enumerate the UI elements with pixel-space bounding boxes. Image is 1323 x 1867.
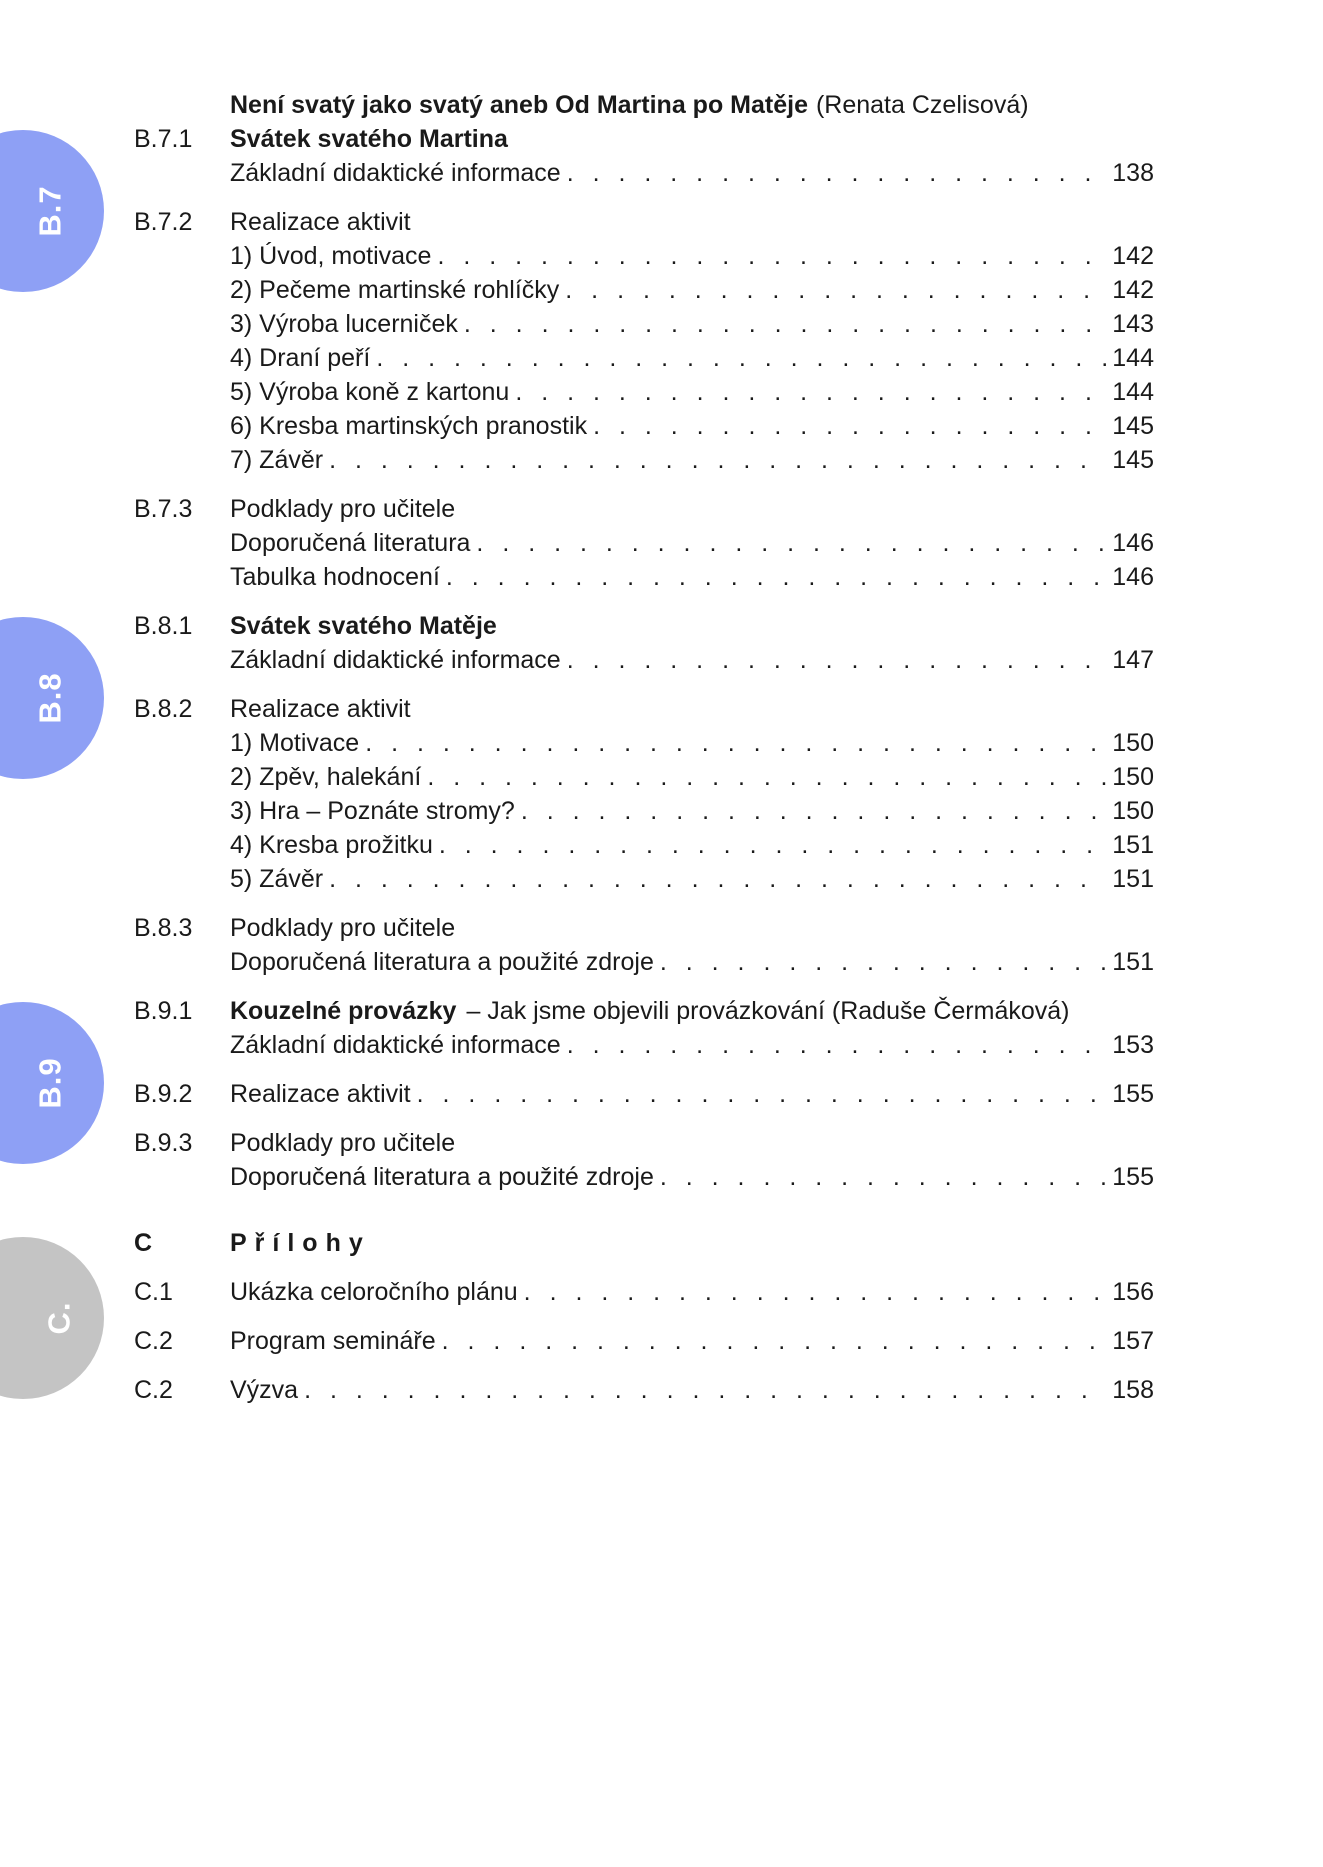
toc-entry[interactable] <box>134 156 1154 190</box>
toc-entry[interactable] <box>134 560 1154 594</box>
toc-entry-title: 3) Výroba lucerniček <box>230 310 458 338</box>
toc-entry[interactable] <box>134 1160 1154 1194</box>
toc-entry[interactable] <box>134 945 1154 979</box>
toc-entry-page: 145 <box>1112 446 1154 474</box>
section-subtitle: – Jak jsme objevili provázkování (Raduše Čermáková) <box>466 997 1070 1025</box>
section-number: B.7.2 <box>134 208 193 236</box>
section-number: B.9.1 <box>134 997 193 1025</box>
section-heading-b93 <box>134 1126 1154 1160</box>
section-number: B.8.2 <box>134 695 193 723</box>
toc-entry[interactable] <box>134 828 1154 862</box>
toc-entry-title: 2) Zpěv, halekání <box>230 763 422 791</box>
toc-entry[interactable] <box>134 794 1154 828</box>
side-tab-b7-label: B.7 <box>32 185 68 237</box>
toc-entry-page: 146 <box>1112 563 1154 591</box>
toc-entry-page: 150 <box>1112 729 1154 757</box>
toc-entry-title: Ukázka celoročního plánu <box>230 1278 518 1306</box>
section-heading-c <box>134 1226 1154 1260</box>
toc-entry-page: 151 <box>1112 865 1154 893</box>
dot-leader <box>567 156 1107 190</box>
section-number: C.1 <box>134 1278 173 1306</box>
toc-entry-page: 151 <box>1112 948 1154 976</box>
section-heading-b72 <box>134 205 1154 239</box>
toc-entry[interactable] <box>134 375 1154 409</box>
section-number: B.8.3 <box>134 914 193 942</box>
dot-leader <box>427 760 1106 794</box>
section-title: Svátek svatého Martina <box>230 125 508 153</box>
toc-entry-title: Doporučená literatura <box>230 529 471 557</box>
toc-entry[interactable] <box>134 862 1154 896</box>
toc-entry-title: Tabulka hodnocení <box>230 563 440 591</box>
toc-entry-page: 147 <box>1112 646 1154 674</box>
toc-entry-title: 4) Kresba prožitku <box>230 831 433 859</box>
toc-entry[interactable] <box>134 443 1154 477</box>
section-title: Přílohy <box>230 1229 371 1257</box>
section-number: C.2 <box>134 1327 173 1355</box>
dot-leader <box>417 1077 1107 1111</box>
side-tab-b9[interactable] <box>0 1002 104 1164</box>
section-title: Kouzelné provázky <box>230 997 457 1025</box>
section-heading-b82 <box>134 692 1154 726</box>
section-number: B.8.1 <box>134 612 193 640</box>
toc-entry[interactable] <box>134 273 1154 307</box>
section-heading-b73 <box>134 492 1154 526</box>
toc-entry[interactable] <box>134 1324 1154 1358</box>
toc-entry-title: 4) Draní peří <box>230 344 371 372</box>
section-number: B.7.1 <box>134 125 193 153</box>
toc-entry-title: Doporučená literatura a použité zdroje <box>230 948 654 976</box>
dot-leader <box>365 726 1106 760</box>
side-tab-b7[interactable] <box>0 130 104 292</box>
toc-entry-title: 2) Pečeme martinské rohlíčky <box>230 276 560 304</box>
toc-entry-page: 145 <box>1112 412 1154 440</box>
section-heading-b83 <box>134 911 1154 945</box>
toc-entry-page: 142 <box>1112 242 1154 270</box>
dot-leader <box>329 443 1106 477</box>
toc-entry-title: Doporučená literatura a použité zdroje <box>230 1163 654 1191</box>
dot-leader <box>515 375 1106 409</box>
toc-entry-title: 1) Úvod, motivace <box>230 242 432 270</box>
section-title: Realizace aktivit <box>230 208 411 236</box>
section-title: Svátek svatého Matěje <box>230 612 497 640</box>
chapter-heading-author: (Renata Czelisová) <box>815 91 1029 119</box>
toc-entry-page: 153 <box>1112 1031 1154 1059</box>
toc-entry-title: Základní didaktické informace <box>230 646 561 674</box>
toc-entry-page: 156 <box>1112 1278 1154 1306</box>
toc-entry-page: 150 <box>1112 797 1154 825</box>
toc-entry-title: Výzva <box>230 1376 299 1404</box>
dot-leader <box>660 1160 1106 1194</box>
toc-entry-page: 155 <box>1112 1080 1154 1108</box>
toc-entry-title: 7) Závěr <box>230 446 324 474</box>
toc-entry-page: 151 <box>1112 831 1154 859</box>
section-number: B.9.3 <box>134 1129 193 1157</box>
toc-entry-page: 158 <box>1112 1376 1154 1404</box>
toc-entry-page: 144 <box>1112 378 1154 406</box>
dot-leader <box>437 239 1106 273</box>
toc-entry[interactable] <box>134 1028 1154 1062</box>
dot-leader <box>304 1373 1106 1407</box>
toc-entry-page: 138 <box>1112 159 1154 187</box>
toc-entry-title: 6) Kresba martinských pranostik <box>230 412 588 440</box>
side-tab-b8-label: B.8 <box>32 672 68 724</box>
toc-entry[interactable] <box>134 307 1154 341</box>
side-tab-b9-label: B.9 <box>32 1057 68 1109</box>
toc-entry[interactable] <box>134 526 1154 560</box>
toc-entry-page: 144 <box>1112 344 1154 372</box>
toc-entry-title: Realizace aktivit <box>230 1080 411 1108</box>
dot-leader <box>464 307 1106 341</box>
section-number: B.7.3 <box>134 495 193 523</box>
dot-leader <box>593 409 1106 443</box>
section-number: B.9.2 <box>134 1080 193 1108</box>
toc-entry[interactable] <box>134 341 1154 375</box>
toc-entry-page: 142 <box>1112 276 1154 304</box>
toc-entry-page: 146 <box>1112 529 1154 557</box>
toc-entry[interactable] <box>134 1275 1154 1309</box>
toc-entry-page: 157 <box>1112 1327 1154 1355</box>
section-title: Realizace aktivit <box>230 695 411 723</box>
toc-entry[interactable] <box>134 239 1154 273</box>
side-tab-c[interactable] <box>0 1237 104 1399</box>
dot-leader <box>567 643 1107 677</box>
section-heading-b71 <box>134 122 1154 156</box>
dot-leader <box>521 794 1106 828</box>
section-number: C <box>134 1229 153 1257</box>
toc-entry-page: 150 <box>1112 763 1154 791</box>
toc-entry-title: Základní didaktické informace <box>230 1031 561 1059</box>
dot-leader <box>442 1324 1107 1358</box>
toc-entry-title: 3) Hra – Poznáte stromy? <box>230 797 515 825</box>
dot-leader <box>660 945 1106 979</box>
toc-entry-title: 5) Výroba koně z kartonu <box>230 378 510 406</box>
dot-leader <box>567 1028 1107 1062</box>
toc-entry-title: 1) Motivace <box>230 729 360 757</box>
toc-entry-title: Program semináře <box>230 1327 436 1355</box>
side-tab-c-label: C. <box>41 1301 77 1335</box>
toc-entry[interactable] <box>134 760 1154 794</box>
section-number: C.2 <box>134 1376 173 1404</box>
toc-entry[interactable] <box>134 643 1154 677</box>
section-heading-b81 <box>134 609 1154 643</box>
toc-entry[interactable] <box>134 409 1154 443</box>
dot-leader <box>565 273 1106 307</box>
dot-leader <box>329 862 1106 896</box>
dot-leader <box>446 560 1106 594</box>
toc-entry-page: 155 <box>1112 1163 1154 1191</box>
section-title: Podklady pro učitele <box>230 1129 456 1157</box>
chapter-heading-b7 <box>134 88 1154 122</box>
toc-entry-page: 143 <box>1112 310 1154 338</box>
toc-entry-b92[interactable] <box>134 1077 1154 1111</box>
section-heading-b91 <box>134 994 1154 1028</box>
toc-entry-title: 5) Závěr <box>230 865 324 893</box>
section-title: Podklady pro učitele <box>230 914 456 942</box>
dot-leader <box>376 341 1106 375</box>
dot-leader <box>439 828 1106 862</box>
side-tab-b8[interactable] <box>0 617 104 779</box>
section-title: Podklady pro učitele <box>230 495 456 523</box>
dot-leader <box>476 526 1106 560</box>
table-of-contents <box>134 88 1154 1407</box>
dot-leader <box>524 1275 1107 1309</box>
toc-entry[interactable] <box>134 726 1154 760</box>
toc-entry[interactable] <box>134 1373 1154 1407</box>
toc-entry-title: Základní didaktické informace <box>230 159 561 187</box>
chapter-heading-title: Není svatý jako svatý aneb Od Martina po Matěje <box>230 91 808 119</box>
